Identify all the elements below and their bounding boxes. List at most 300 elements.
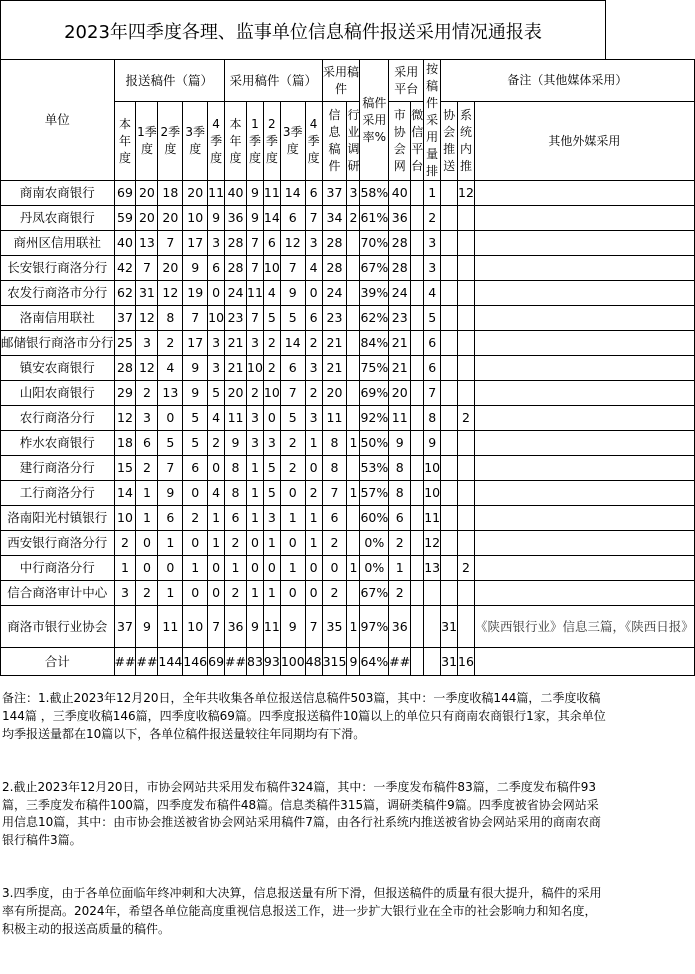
- cell-submitted-0: 2: [114, 531, 136, 556]
- cell-wechat: [411, 381, 424, 406]
- cell-rate: 58%: [360, 181, 389, 206]
- table-row: [1, 456, 695, 481]
- table-row: [1, 506, 695, 531]
- cell-adopted-1: 1: [247, 581, 264, 606]
- cell-adopted-3: 9: [280, 606, 305, 648]
- cell-submitted-3: 0: [183, 481, 208, 506]
- header-adopted-q3: 3季度: [280, 102, 305, 181]
- cell-adopted-1: 9: [247, 606, 264, 648]
- cell-sys-push: [458, 506, 475, 531]
- cell-adopted-2: 11: [263, 181, 280, 206]
- cell-adopted-0: 2: [225, 581, 247, 606]
- cell-adopted-0: ##: [225, 648, 247, 676]
- cell-city-site: 2: [389, 531, 411, 556]
- table-row: [1, 431, 695, 456]
- cell-other-media: [474, 431, 694, 456]
- cell-adopted-1: 2: [247, 381, 264, 406]
- cell-adopted-3: 14: [280, 331, 305, 356]
- report-title: 2023年四季度各理、监事单位信息稿件报送采用情况通报表: [0, 0, 606, 60]
- cell-submitted-1: 13: [136, 231, 158, 256]
- table-row: [1, 181, 695, 206]
- cell-submitted-2: 13: [158, 381, 183, 406]
- cell-adopted-4: 2: [305, 331, 322, 356]
- cell-assoc-push: [441, 231, 458, 256]
- cell-adopted-1: 1: [247, 456, 264, 481]
- cell-wechat: [411, 556, 424, 581]
- cell-info: 28: [322, 231, 347, 256]
- cell-adopted-1: 0: [247, 531, 264, 556]
- cell-city-site: 11: [389, 406, 411, 431]
- table-row: [1, 306, 695, 331]
- cell-submitted-3: 1: [183, 556, 208, 581]
- cell-sys-push: 2: [458, 406, 475, 431]
- header-unit: 单位: [1, 60, 115, 181]
- cell-adopted-0: 9: [225, 431, 247, 456]
- cell-submitted-2: 1: [158, 531, 183, 556]
- header-submitted: 报送稿件（篇）: [114, 60, 225, 102]
- cell-adopted-0: 23: [225, 306, 247, 331]
- cell-other-media: [474, 181, 694, 206]
- cell-info: 2: [322, 531, 347, 556]
- cell-rate: 67%: [360, 581, 389, 606]
- cell-sys-push: 16: [458, 648, 475, 676]
- cell-unit: 信合商洛审计中心: [1, 581, 115, 606]
- cell-submitted-1: 7: [136, 256, 158, 281]
- cell-other-media: [474, 306, 694, 331]
- cell-submitted-4: 3: [208, 331, 225, 356]
- cell-rank: 12: [424, 531, 441, 556]
- cell-industry: 1: [347, 606, 360, 648]
- cell-assoc-push: [441, 406, 458, 431]
- cell-sys-push: [458, 281, 475, 306]
- cell-adopted-4: 4: [305, 256, 322, 281]
- cell-submitted-4: 1: [208, 531, 225, 556]
- cell-adopted-4: 2: [305, 381, 322, 406]
- cell-submitted-3: 10: [183, 206, 208, 231]
- cell-adopted-4: 48: [305, 648, 322, 676]
- cell-city-site: 24: [389, 281, 411, 306]
- cell-wechat: [411, 331, 424, 356]
- cell-info: 37: [322, 181, 347, 206]
- cell-assoc-push: 31: [441, 648, 458, 676]
- cell-submitted-3: 9: [183, 356, 208, 381]
- report-table: [0, 59, 695, 676]
- cell-submitted-3: 0: [183, 531, 208, 556]
- header-info: 信息稿件: [322, 102, 347, 181]
- cell-submitted-3: 5: [183, 406, 208, 431]
- cell-info: 0: [322, 556, 347, 581]
- cell-industry: [347, 281, 360, 306]
- cell-unit: 洛南信用联社: [1, 306, 115, 331]
- cell-adopted-4: 3: [305, 406, 322, 431]
- header-submitted-year: 本年度: [114, 102, 136, 181]
- cell-submitted-0: 37: [114, 306, 136, 331]
- cell-other-media: [474, 281, 694, 306]
- cell-submitted-4: 1: [208, 506, 225, 531]
- cell-rank: 13: [424, 556, 441, 581]
- cell-rank: [424, 581, 441, 606]
- cell-rank: 2: [424, 206, 441, 231]
- cell-wechat: [411, 231, 424, 256]
- cell-rank: 5: [424, 306, 441, 331]
- cell-sys-push: [458, 456, 475, 481]
- cell-submitted-3: 17: [183, 231, 208, 256]
- header-rank: 按稿件采用量排: [424, 60, 441, 181]
- cell-submitted-2: 12: [158, 281, 183, 306]
- cell-adopted-1: 0: [247, 556, 264, 581]
- cell-info: 24: [322, 281, 347, 306]
- cell-unit: 中行商洛分行: [1, 556, 115, 581]
- cell-adopted-2: 3: [263, 506, 280, 531]
- cell-submitted-4: 4: [208, 406, 225, 431]
- cell-city-site: 23: [389, 306, 411, 331]
- table-row: [1, 406, 695, 431]
- cell-adopted-2: 6: [263, 231, 280, 256]
- cell-submitted-4: 7: [208, 606, 225, 648]
- header-adopted-year: 本年度: [225, 102, 247, 181]
- cell-adopted-0: 8: [225, 481, 247, 506]
- cell-submitted-0: 15: [114, 456, 136, 481]
- cell-assoc-push: [441, 381, 458, 406]
- cell-adopted-2: 2: [263, 356, 280, 381]
- cell-submitted-4: 0: [208, 581, 225, 606]
- cell-submitted-0: 40: [114, 231, 136, 256]
- cell-wechat: [411, 581, 424, 606]
- table-row: [1, 481, 695, 506]
- cell-sys-push: [458, 331, 475, 356]
- cell-submitted-4: 10: [208, 306, 225, 331]
- cell-submitted-0: 1: [114, 556, 136, 581]
- cell-assoc-push: [441, 456, 458, 481]
- cell-submitted-0: 3: [114, 581, 136, 606]
- cell-rate: 97%: [360, 606, 389, 648]
- cell-info: 8: [322, 456, 347, 481]
- cell-adopted-1: 7: [247, 306, 264, 331]
- cell-adopted-2: 1: [263, 531, 280, 556]
- cell-info: 315: [322, 648, 347, 676]
- cell-rank: 3: [424, 231, 441, 256]
- notes: [2, 655, 606, 974]
- cell-rate: 69%: [360, 381, 389, 406]
- cell-industry: [347, 356, 360, 381]
- cell-other-media: [474, 381, 694, 406]
- cell-adopted-4: 0: [305, 456, 322, 481]
- cell-assoc-push: 31: [441, 606, 458, 648]
- table-row: [1, 606, 695, 648]
- header-submitted-q1: 1季度: [136, 102, 158, 181]
- cell-submitted-4: 11: [208, 181, 225, 206]
- cell-industry: [347, 456, 360, 481]
- cell-submitted-1: 2: [136, 581, 158, 606]
- cell-info: 21: [322, 356, 347, 381]
- table-row: [1, 256, 695, 281]
- cell-city-site: ##: [389, 648, 411, 676]
- cell-submitted-0: 29: [114, 381, 136, 406]
- cell-other-media: [474, 231, 694, 256]
- cell-adopted-4: 1: [305, 431, 322, 456]
- cell-adopted-0: 21: [225, 356, 247, 381]
- cell-adopted-1: 3: [247, 431, 264, 456]
- cell-rate: 0%: [360, 556, 389, 581]
- cell-sys-push: [458, 581, 475, 606]
- table-row: [1, 581, 695, 606]
- cell-adopted-4: 2: [305, 481, 322, 506]
- cell-other-media: [474, 531, 694, 556]
- cell-sys-push: [458, 381, 475, 406]
- cell-rate: 61%: [360, 206, 389, 231]
- header-submitted-q4: 4季度: [208, 102, 225, 181]
- cell-rank: 10: [424, 456, 441, 481]
- cell-city-site: 36: [389, 206, 411, 231]
- cell-unit: 商南农商银行: [1, 181, 115, 206]
- cell-adopted-4: 0: [305, 556, 322, 581]
- cell-submitted-0: 25: [114, 331, 136, 356]
- cell-submitted-4: 4: [208, 481, 225, 506]
- cell-info: 11: [322, 406, 347, 431]
- cell-submitted-1: 20: [136, 206, 158, 231]
- cell-submitted-4: 0: [208, 556, 225, 581]
- cell-adopted-2: 10: [263, 256, 280, 281]
- cell-city-site: 8: [389, 481, 411, 506]
- cell-rate: 39%: [360, 281, 389, 306]
- header-adopt-channel: 采用平台: [389, 60, 424, 102]
- cell-other-media: [474, 206, 694, 231]
- cell-adopted-4: 0: [305, 581, 322, 606]
- cell-industry: [347, 506, 360, 531]
- cell-submitted-3: 10: [183, 606, 208, 648]
- cell-adopted-1: 1: [247, 481, 264, 506]
- cell-unit: 镇安农商银行: [1, 356, 115, 381]
- cell-assoc-push: [441, 531, 458, 556]
- cell-submitted-3: 20: [183, 181, 208, 206]
- cell-rank: 1: [424, 181, 441, 206]
- cell-adopted-0: 11: [225, 406, 247, 431]
- cell-unit: 洛南阳光村镇银行: [1, 506, 115, 531]
- header-rate: 稿件采用率%: [360, 60, 389, 181]
- cell-submitted-1: ##: [136, 648, 158, 676]
- cell-city-site: 8: [389, 456, 411, 481]
- cell-rank: 6: [424, 331, 441, 356]
- cell-adopted-3: 7: [280, 256, 305, 281]
- cell-adopted-1: 3: [247, 331, 264, 356]
- cell-sys-push: [458, 431, 475, 456]
- cell-wechat: [411, 506, 424, 531]
- cell-submitted-1: 2: [136, 456, 158, 481]
- cell-submitted-0: 69: [114, 181, 136, 206]
- cell-submitted-1: 12: [136, 306, 158, 331]
- cell-wechat: [411, 431, 424, 456]
- cell-adopted-4: 6: [305, 181, 322, 206]
- cell-submitted-2: 8: [158, 306, 183, 331]
- cell-city-site: 20: [389, 381, 411, 406]
- cell-adopted-2: 5: [263, 481, 280, 506]
- cell-city-site: 1: [389, 556, 411, 581]
- cell-sys-push: [458, 206, 475, 231]
- cell-unit: 农行商洛分行: [1, 406, 115, 431]
- cell-submitted-2: 2: [158, 331, 183, 356]
- cell-submitted-0: ##: [114, 648, 136, 676]
- cell-adopted-3: 14: [280, 181, 305, 206]
- cell-adopted-1: 83: [247, 648, 264, 676]
- cell-rank: 4: [424, 281, 441, 306]
- header-adopted-q4: 4季度: [305, 102, 322, 181]
- cell-submitted-2: 1: [158, 581, 183, 606]
- cell-info: 20: [322, 381, 347, 406]
- table-row: [1, 206, 695, 231]
- cell-adopted-2: 4: [263, 281, 280, 306]
- note-paragraph-1: 备注：1.截止2023年12月20日，全年共收集各单位报送信息稿件503篇，其中：一季度收稿144篇，二季度收稿144篇 ，三季度收稿146篇，四季度收稿69篇。四季度报送稿件10篇以上的单位只有商南农商银行1家，其余单位均季报送量都在10篇以下，各单位稿件报送量较往年同期均有下滑。: [2, 691, 606, 741]
- cell-rate: 53%: [360, 456, 389, 481]
- cell-submitted-1: 31: [136, 281, 158, 306]
- cell-submitted-1: 6: [136, 431, 158, 456]
- cell-adopted-2: 93: [263, 648, 280, 676]
- cell-rate: 50%: [360, 431, 389, 456]
- header-other-media: 其他外媒采用: [474, 102, 694, 181]
- cell-submitted-3: 9: [183, 381, 208, 406]
- cell-adopted-4: 7: [305, 606, 322, 648]
- cell-sys-push: [458, 531, 475, 556]
- cell-adopted-1: 7: [247, 231, 264, 256]
- cell-industry: [347, 531, 360, 556]
- cell-submitted-2: 20: [158, 256, 183, 281]
- cell-submitted-0: 59: [114, 206, 136, 231]
- cell-submitted-1: 1: [136, 506, 158, 531]
- cell-submitted-3: 7: [183, 306, 208, 331]
- cell-adopted-3: 6: [280, 356, 305, 381]
- cell-city-site: 2: [389, 581, 411, 606]
- cell-adopted-1: 9: [247, 181, 264, 206]
- cell-submitted-2: 9: [158, 481, 183, 506]
- cell-adopted-1: 10: [247, 356, 264, 381]
- cell-adopted-3: 5: [280, 306, 305, 331]
- cell-other-media: [474, 581, 694, 606]
- table-row: [1, 281, 695, 306]
- cell-info: 35: [322, 606, 347, 648]
- cell-adopted-3: 6: [280, 206, 305, 231]
- header-submitted-q2: 2季度: [158, 102, 183, 181]
- cell-industry: 9: [347, 648, 360, 676]
- cell-adopted-3: 0: [280, 481, 305, 506]
- cell-adopted-2: 0: [263, 406, 280, 431]
- cell-wechat: [411, 306, 424, 331]
- cell-adopted-0: 21: [225, 331, 247, 356]
- cell-adopted-0: 28: [225, 256, 247, 281]
- cell-submitted-2: 20: [158, 206, 183, 231]
- cell-submitted-3: 146: [183, 648, 208, 676]
- cell-sys-push: 2: [458, 556, 475, 581]
- cell-adopted-2: 5: [263, 306, 280, 331]
- cell-submitted-2: 0: [158, 406, 183, 431]
- header-assoc-push: 协会推送: [441, 102, 458, 181]
- cell-submitted-0: 42: [114, 256, 136, 281]
- cell-assoc-push: [441, 331, 458, 356]
- cell-unit: 邮储银行商洛市分行: [1, 331, 115, 356]
- cell-other-media: [474, 356, 694, 381]
- cell-submitted-2: 144: [158, 648, 183, 676]
- cell-adopted-3: 7: [280, 381, 305, 406]
- cell-submitted-2: 7: [158, 456, 183, 481]
- cell-adopted-4: 1: [305, 531, 322, 556]
- cell-submitted-4: 2: [208, 431, 225, 456]
- cell-unit: 西安银行商洛分行: [1, 531, 115, 556]
- cell-adopted-1: 7: [247, 256, 264, 281]
- cell-adopted-3: 1: [280, 556, 305, 581]
- cell-assoc-push: [441, 306, 458, 331]
- cell-submitted-1: 12: [136, 356, 158, 381]
- cell-adopted-2: 2: [263, 331, 280, 356]
- cell-assoc-push: [441, 206, 458, 231]
- cell-adopted-0: 36: [225, 606, 247, 648]
- cell-submitted-2: 4: [158, 356, 183, 381]
- cell-assoc-push: [441, 181, 458, 206]
- cell-adopted-0: 2: [225, 531, 247, 556]
- cell-submitted-3: 0: [183, 581, 208, 606]
- table-row: [1, 531, 695, 556]
- cell-info: 7: [322, 481, 347, 506]
- cell-submitted-4: 69: [208, 648, 225, 676]
- cell-unit: 建行商洛分行: [1, 456, 115, 481]
- cell-city-site: 21: [389, 356, 411, 381]
- cell-adopted-3: 0: [280, 531, 305, 556]
- cell-adopted-1: 11: [247, 281, 264, 306]
- cell-rank: 9: [424, 431, 441, 456]
- cell-adopted-1: 1: [247, 506, 264, 531]
- cell-submitted-0: 37: [114, 606, 136, 648]
- table-row: [1, 556, 695, 581]
- cell-adopted-0: 40: [225, 181, 247, 206]
- cell-submitted-1: 3: [136, 331, 158, 356]
- cell-other-media: [474, 406, 694, 431]
- cell-unit: 商洛市银行业协会: [1, 606, 115, 648]
- header-wechat: 微信平台: [411, 102, 424, 181]
- header-sys-push: 系统内推: [458, 102, 475, 181]
- cell-submitted-2: 18: [158, 181, 183, 206]
- cell-wechat: [411, 531, 424, 556]
- cell-adopted-4: 3: [305, 231, 322, 256]
- cell-info: 34: [322, 206, 347, 231]
- cell-rate: 92%: [360, 406, 389, 431]
- header-remark: 备注（其他媒体采用）: [441, 60, 695, 102]
- cell-city-site: 9: [389, 431, 411, 456]
- note-paragraph-3: 3.四季度，由于各单位面临年终冲刺和大决算，信息报送量有所下滑，但报送稿件的质量有很大提升，稿件的采用率有所提高。2024年，希望各单位能高度重视信息报送工作，进一步扩大银行业在全市的社会影响力和知名度，积极主动的报送高质量的稿件。: [2, 886, 602, 936]
- cell-adopted-0: 8: [225, 456, 247, 481]
- header-adopted: 采用稿件（篇）: [225, 60, 323, 102]
- cell-adopted-0: 6: [225, 506, 247, 531]
- cell-adopted-4: 7: [305, 206, 322, 231]
- cell-assoc-push: [441, 581, 458, 606]
- cell-industry: [347, 406, 360, 431]
- cell-other-media: [474, 556, 694, 581]
- cell-rate: 0%: [360, 531, 389, 556]
- cell-sys-push: [458, 256, 475, 281]
- cell-rank: 8: [424, 406, 441, 431]
- cell-rank: 11: [424, 506, 441, 531]
- cell-adopted-3: 0: [280, 581, 305, 606]
- cell-other-media: [474, 331, 694, 356]
- cell-adopted-0: 28: [225, 231, 247, 256]
- cell-adopted-2: 3: [263, 431, 280, 456]
- cell-submitted-3: 5: [183, 431, 208, 456]
- cell-submitted-4: 0: [208, 456, 225, 481]
- cell-rate: 67%: [360, 256, 389, 281]
- cell-unit: 商州区信用联社: [1, 231, 115, 256]
- cell-sys-push: [458, 481, 475, 506]
- cell-rate: 62%: [360, 306, 389, 331]
- cell-rate: 70%: [360, 231, 389, 256]
- cell-info: 23: [322, 306, 347, 331]
- cell-submitted-3: 19: [183, 281, 208, 306]
- cell-assoc-push: [441, 356, 458, 381]
